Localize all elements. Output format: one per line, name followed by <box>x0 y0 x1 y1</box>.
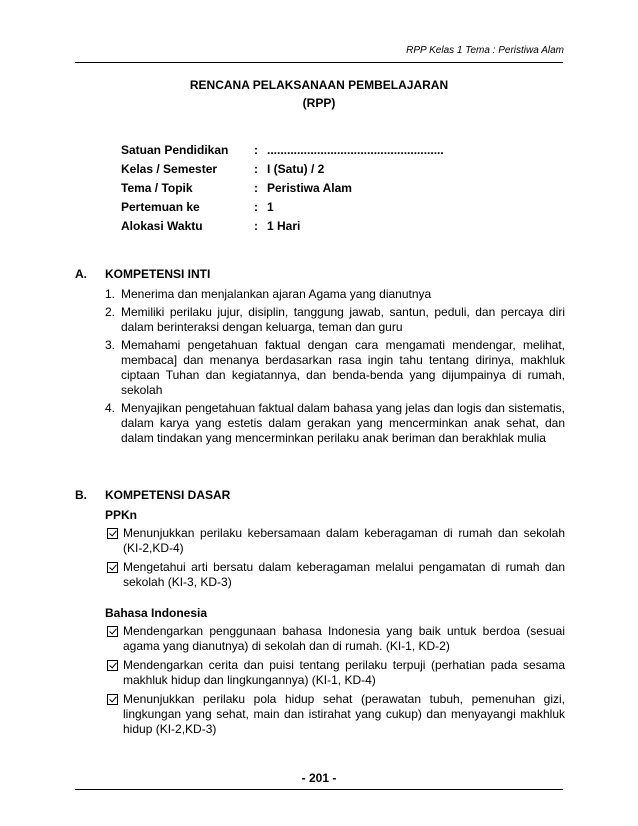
list-item <box>105 624 565 654</box>
info-colon: : <box>254 181 258 195</box>
title-line-2: (RPP) <box>302 96 336 110</box>
list-text: Mendengarkan penggunaan bahasa Indonesia yang baik untuk berdoa (sesuai agama yang dianutnya) di sekolah dan di rumah. (KI-1, KD-2) <box>123 624 565 653</box>
info-value: ..................................................... <box>267 143 444 157</box>
list-text: Menerima dan menjalankan ajaran Agama yang dianutnya <box>121 287 432 301</box>
info-row-tema <box>121 179 444 198</box>
info-label: Alokasi Waktu <box>121 219 203 233</box>
info-label: Satuan Pendidikan <box>121 143 229 157</box>
list-item <box>105 305 565 335</box>
list-number: 2. <box>105 305 116 319</box>
kd-list-bahasa-indonesia <box>105 624 565 737</box>
footer-rule <box>75 789 563 790</box>
list-text: Memiliki perilaku jujur, disiplin, tanggung jawab, santun, peduli, dan percaya diri dalam berinteraksi dengan keluarga, teman dan guru <box>121 305 565 334</box>
page-number: - 201 - <box>301 771 337 785</box>
info-row-pertemuan <box>121 198 444 217</box>
subject-heading-bahasa-indonesia: Bahasa Indonesia <box>105 606 208 620</box>
list-item <box>105 287 565 302</box>
list-text: Menunjukkan perilaku pola hidup sehat (perawatan tubuh, pemenuhan gizi, lingkungan yang sehat, main dan istirahat yang cukup) dan menyayangi makhluk hidup (KI-2,KD-3) <box>123 692 565 736</box>
list-text: Menunjukkan perilaku kebersamaan dalam keberagaman di rumah dan sekolah (KI-2,KD-4) <box>123 526 565 555</box>
section-heading <box>75 486 565 504</box>
info-row-satuan <box>121 141 444 160</box>
section-letter: B. <box>75 488 87 502</box>
section-kompetensi-inti <box>75 265 565 449</box>
list-text: Mengetahui arti bersatu dalam keberagaman melalui pengamatan di rumah dan sekolah (KI-3, KD-3) <box>123 560 565 589</box>
title-line-1: RENCANA PELAKSANAAN PEMBELAJARAN <box>189 78 449 92</box>
list-item <box>105 401 565 446</box>
info-value: 1 Hari <box>267 219 301 233</box>
list-text: Menyajikan pengetahuan faktual dalam bahasa yang jelas dan logis dan sistematis, dalam karya yang estetis dalam gerakan yang mencerminkan anak sehat, dan dalam tindakan yang mencerminkan perilaku anak beriman dan berakhlak mulia <box>121 401 565 445</box>
list-text: Memahami pengetahuan faktual dengan cara mengamati mendengar, melihat, membaca] dan menanya berdasarkan rasa ingin tahu tentang dirinya, makhluk ciptaan Tuhan dan kegiatannya, dan benda-benda yang dijumpainya di rumah, sekolah <box>121 338 565 397</box>
info-colon: : <box>254 200 258 214</box>
info-label: Pertemuan ke <box>121 200 200 214</box>
running-header: RPP Kelas 1 Tema : Peristiwa Alam <box>406 45 564 56</box>
subject-heading-ppkn: PPKn <box>105 508 138 522</box>
list-text: Mendengarkan cerita dan puisi tentang perilaku terpuji (perhatian pada sesama makhluk hidup dan lingkungannya) (KI-1, KD-4) <box>123 658 565 687</box>
info-label: Kelas / Semester <box>121 162 218 176</box>
section-kompetensi-dasar <box>75 486 565 741</box>
info-colon: : <box>254 143 258 157</box>
list-item <box>105 692 565 737</box>
document-title <box>75 76 563 112</box>
info-value: I (Satu) / 2 <box>267 162 325 176</box>
info-value: Peristiwa Alam <box>267 181 352 195</box>
header-rule <box>75 62 563 63</box>
checkbox-checked-icon <box>107 562 118 573</box>
info-colon: : <box>254 219 258 233</box>
info-label: Tema / Topik <box>121 181 193 195</box>
checkbox-checked-icon <box>107 528 118 539</box>
section-letter: A. <box>75 267 87 281</box>
section-heading <box>75 265 565 283</box>
ki-list <box>105 287 565 446</box>
checkbox-checked-icon <box>107 626 118 637</box>
info-row-alokasi <box>121 217 444 236</box>
checkbox-checked-icon <box>107 660 118 671</box>
section-title: KOMPETENSI DASAR <box>105 488 231 502</box>
list-number: 1. <box>105 287 116 301</box>
section-title: KOMPETENSI INTI <box>105 267 211 281</box>
info-value: 1 <box>267 200 274 214</box>
list-item <box>105 338 565 398</box>
checkbox-checked-icon <box>107 694 118 705</box>
list-item <box>105 658 565 688</box>
identity-table <box>121 141 444 236</box>
info-colon: : <box>254 162 258 176</box>
info-row-kelas <box>121 160 444 179</box>
kd-list-ppkn <box>105 526 565 590</box>
list-number: 3. <box>105 338 116 352</box>
list-item <box>105 526 565 556</box>
list-item <box>105 560 565 590</box>
list-number: 4. <box>105 401 116 415</box>
